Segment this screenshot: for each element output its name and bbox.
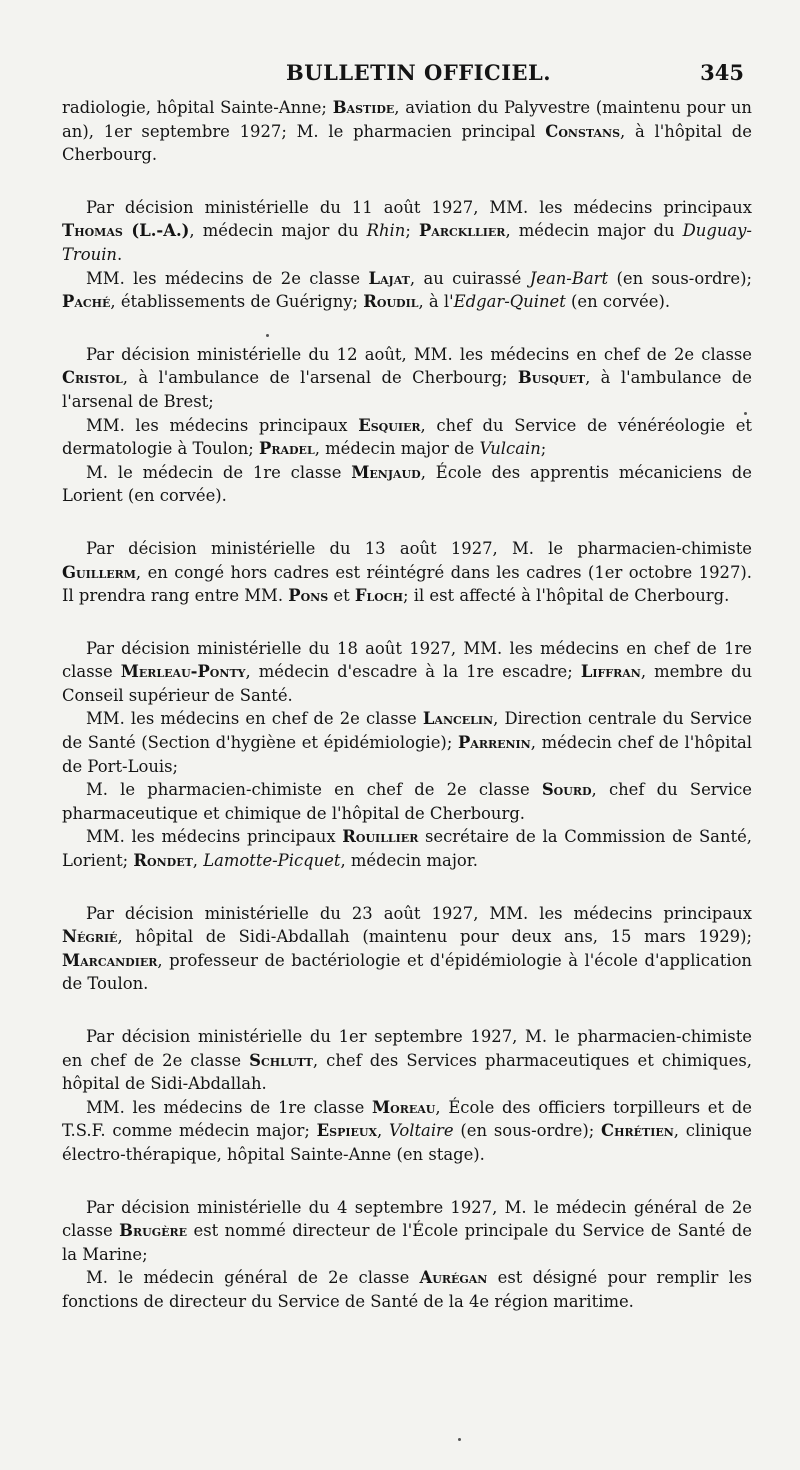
text-run: , au cuirassé	[409, 268, 530, 288]
text-run: , médecin major de	[314, 439, 480, 459]
print-speck	[266, 334, 269, 337]
text-run: radiologie, hôpital Sainte-Anne;	[62, 98, 333, 117]
text-run: , médecin major du	[505, 221, 683, 241]
text-run: ,	[377, 1121, 390, 1141]
print-speck	[458, 1438, 461, 1441]
text-run: (en sous-ordre);	[453, 1121, 602, 1141]
paragraph	[62, 196, 752, 267]
text-run: MM. les médecins principaux	[86, 415, 359, 435]
text-run: , établissements de Guérigny;	[110, 292, 364, 312]
text-run: Par décision ministérielle du 18 août 1927, MM. les médecins en chef de 1re classe	[62, 638, 752, 682]
person-name: Pons	[288, 586, 329, 606]
paragraph	[62, 267, 752, 314]
paragraph	[62, 707, 752, 778]
text-run: , Direction centrale du Service de Santé (Section d'hygiène et épidémiologie);	[62, 709, 752, 753]
text-run: , membre du Conseil supérieur de Santé.	[62, 662, 753, 705]
person-name: Brugère	[119, 1221, 188, 1241]
person-name: Liffran	[580, 662, 641, 682]
person-name: Parckllier	[418, 221, 506, 241]
text-run: ;	[540, 439, 547, 459]
person-name: Marcandier	[62, 950, 158, 970]
person-name: Lancelin	[422, 709, 494, 729]
text-run: MM. les médecins principaux	[86, 827, 343, 847]
person-name: Schlutt	[249, 1050, 313, 1070]
text-run: et	[328, 586, 355, 606]
person-name: Busquet	[517, 368, 586, 388]
paragraph	[62, 825, 752, 872]
person-name: Paché	[62, 292, 111, 312]
person-name: Roudil	[363, 292, 419, 312]
print-speck	[744, 412, 747, 415]
person-name: Menjaud	[351, 462, 421, 482]
text-run: , médecin chef de l'hôpital de Port-Louis;	[62, 733, 752, 776]
text-run: .	[117, 244, 123, 264]
person-name: Chrétien	[601, 1121, 674, 1141]
paragraph	[62, 414, 752, 461]
text-run: , clinique électro-thérapique, hôpital Sainte-Anne (en stage).	[62, 1121, 752, 1164]
text-run: , hôpital de Sidi-Abdallah (maintenu pour deux ans, 15 mars 1929);	[117, 927, 752, 947]
body-text	[62, 96, 752, 1314]
person-name: Négrié	[62, 927, 118, 947]
text-run: (en corvée).	[565, 292, 671, 312]
paragraph	[62, 1096, 752, 1167]
text-run: secrétaire de la Commission de Santé, Lorient;	[62, 827, 752, 871]
text-run: , médecin major.	[340, 851, 479, 871]
paragraph	[62, 343, 752, 414]
person-name: Merleau-Ponty	[120, 662, 246, 682]
person-name: Esquier	[358, 415, 421, 435]
text-run: , en congé hors cadres est réintégré dans les cadres (1er octobre 1927). Il prendra rang entre MM.	[62, 562, 752, 606]
ship-name: Jean-Bart	[529, 268, 609, 288]
paragraph	[62, 1196, 752, 1267]
text-run: est nommé directeur de l'École principale du Service de Santé de la Marine;	[62, 1221, 752, 1264]
person-name: Guillerm	[62, 562, 136, 582]
text-run: , à l'	[418, 292, 454, 312]
person-name: Pradel	[259, 439, 315, 459]
page-header	[0, 56, 800, 96]
person-name: Aurégan	[419, 1268, 488, 1288]
text-run: , à l'hôpital de Cherbourg.	[62, 121, 752, 165]
text-run: (en sous-ordre);	[608, 268, 752, 288]
paragraph	[62, 1266, 752, 1313]
person-name: Cristol	[62, 368, 123, 388]
paragraph	[62, 96, 752, 167]
text-run: M. le médecin de 1re classe	[86, 462, 352, 482]
text-run: Par décision ministérielle du 1er septembre 1927, M. le pharmacien-chimiste en chef de 2e classe	[62, 1027, 752, 1070]
person-name: Floch	[354, 586, 403, 606]
page-number: 345	[700, 60, 744, 85]
text-run: MM. les médecins de 1re classe	[86, 1097, 373, 1117]
text-run: ,	[192, 851, 204, 871]
person-name: Bastide	[332, 98, 395, 117]
person-name: Constans	[545, 121, 621, 141]
text-run: , à l'ambulance de l'arsenal de Brest;	[62, 368, 752, 411]
person-name: Lajat	[368, 268, 410, 288]
text-run: , à l'ambulance de l'arsenal de Cherbourg;	[122, 368, 518, 388]
ship-name: Duguay-Trouin	[62, 221, 752, 264]
text-run: est désigné pour remplir les fonctions de directeur du Service de Santé de la 4e région maritime.	[62, 1268, 752, 1311]
text-run: , chef du Service de vénéréologie et dermatologie à Toulon;	[62, 415, 752, 459]
text-run: , École des apprentis mécaniciens de Lorient (en corvée).	[62, 462, 753, 506]
paragraph	[62, 637, 752, 708]
text-run: M. le pharmacien-chimiste en chef de 2e classe	[86, 780, 542, 800]
person-name: Rondet	[133, 851, 193, 871]
paragraph	[62, 902, 752, 996]
text-run: Par décision ministérielle du 11 août 1927, MM. les médecins principaux	[86, 197, 752, 217]
text-run: , École des officiers torpilleurs et de T.S.F. comme médecin major;	[62, 1097, 752, 1141]
person-name: Espieux	[316, 1121, 378, 1141]
person-name: Rouillier	[342, 827, 419, 847]
person-name: Sourd	[541, 780, 592, 800]
text-run: , chef du Service pharmaceutique et chimique de l'hôpital de Cherbourg.	[62, 780, 752, 823]
text-run: Par décision ministérielle du 13 août 1927, M. le pharmacien-chimiste	[86, 538, 752, 558]
person-name: Parrenin	[457, 733, 531, 753]
person-name: Thomas (L.-A.)	[62, 221, 190, 241]
person-name: Moreau	[372, 1097, 436, 1117]
text-run: MM. les médecins de 2e classe	[86, 268, 369, 288]
text-run: Par décision ministérielle du 4 septembre 1927, M. le médecin général de 2e classe	[62, 1197, 752, 1241]
text-run: Par décision ministérielle du 12 août, MM. les médecins en chef de 2e classe	[86, 344, 752, 364]
text-run: ;	[405, 221, 419, 241]
text-run: , chef des Services pharmaceutiques et chimiques, hôpital de Sidi-Abdallah.	[62, 1050, 752, 1094]
text-run: , médecin d'escadre à la 1re escadre;	[245, 662, 581, 682]
text-run: M. le médecin général de 2e classe	[86, 1268, 420, 1288]
ship-name: Voltaire	[389, 1121, 454, 1141]
ship-name: Rhin	[366, 221, 406, 241]
paragraph	[62, 778, 752, 825]
text-run: , professeur de bactériologie et d'épidémiologie à l'école d'application de Toulon.	[62, 950, 752, 994]
ship-name: Vulcain	[479, 439, 541, 459]
running-title: BULLETIN OFFICIEL.	[286, 60, 552, 85]
text-run: ; il est affecté à l'hôpital de Cherbourg.	[403, 586, 730, 606]
text-run: , aviation du Palyvestre (maintenu pour un an), 1er septembre 1927; M. le pharmacien principal	[62, 98, 752, 141]
text-run: , médecin major du	[189, 221, 367, 241]
paragraph	[62, 537, 752, 608]
ship-name: Lamotte-Picquet	[203, 851, 341, 871]
paragraph	[62, 461, 752, 508]
text-run: MM. les médecins en chef de 2e classe	[86, 709, 423, 729]
paragraph	[62, 1025, 752, 1096]
text-run: Par décision ministérielle du 23 août 1927, MM. les médecins principaux	[86, 903, 752, 923]
ship-name: Edgar-Quinet	[453, 292, 566, 312]
